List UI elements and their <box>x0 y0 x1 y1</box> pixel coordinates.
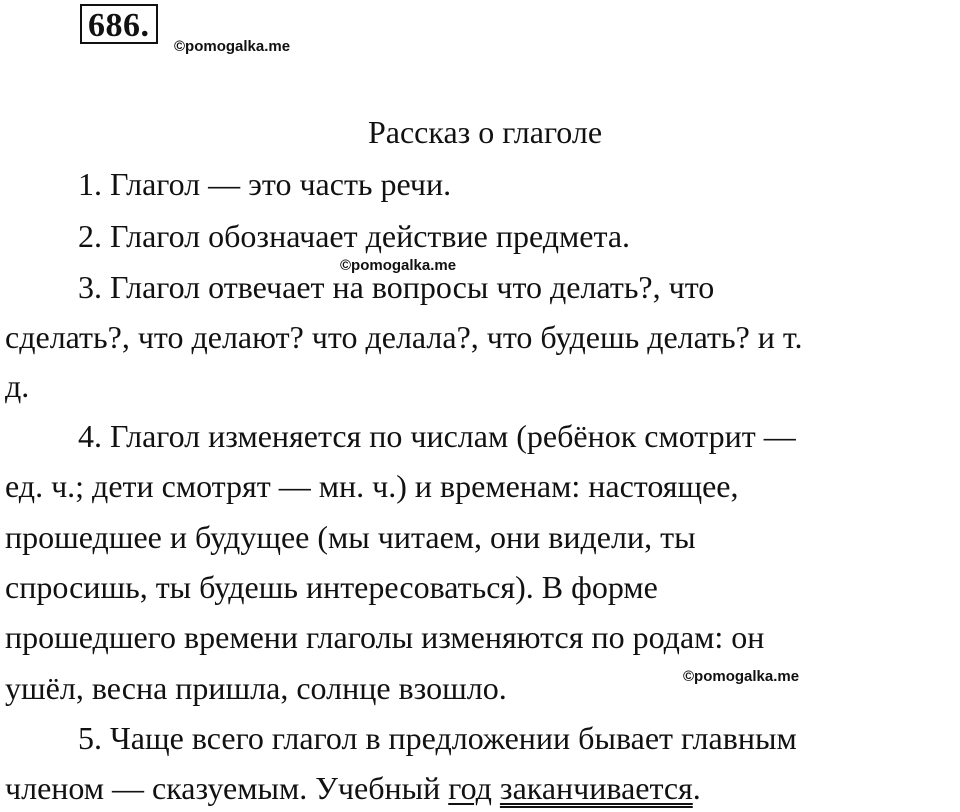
text-line: прошедшего времени глаголы изменяются по родам: он <box>5 619 765 655</box>
text-segment <box>492 770 500 806</box>
watermark: ©pomogalka.me <box>683 668 800 685</box>
text-line: спросишь, ты будешь интересоваться). В форме <box>5 569 658 605</box>
text-line: 5. Чаще всего глагол в предложении бывает главным <box>78 720 797 756</box>
text-segment: членом — сказуемым. Учебный <box>5 770 449 806</box>
text-line: 2. Глагол обозначает действие предмета. <box>78 218 631 254</box>
text-line: д. <box>5 368 30 404</box>
text-line: ед. ч.; дети смотрят — мн. ч.) и временам: настоящее, <box>5 468 739 504</box>
watermark: ©pomogalka.me <box>174 38 291 55</box>
text-title: Рассказ о глаголе <box>367 114 603 150</box>
text-line: 3. Глагол отвечает на вопросы что делать?, что <box>78 269 715 305</box>
subject-underlined: год <box>448 770 492 806</box>
task-number-box: 686. <box>80 4 158 44</box>
text-line: 1. Глагол — это часть речи. <box>78 166 452 202</box>
watermark: ©pomogalka.me <box>340 257 457 274</box>
text-line: прошедшее и будущее (мы читаем, они видели, ты <box>5 519 696 555</box>
predicate-double-underlined: заканчивается <box>499 770 693 806</box>
text-line: сделать?, что делают? что делала?, что будешь делать? и т. <box>5 319 803 355</box>
text-line: 4. Глагол изменяется по числам (ребёнок смотрит — <box>78 418 796 454</box>
text-segment: . <box>692 770 701 806</box>
text-line: ушёл, весна пришла, солнце взошло. <box>5 670 507 706</box>
text-line-last <box>5 768 701 808</box>
